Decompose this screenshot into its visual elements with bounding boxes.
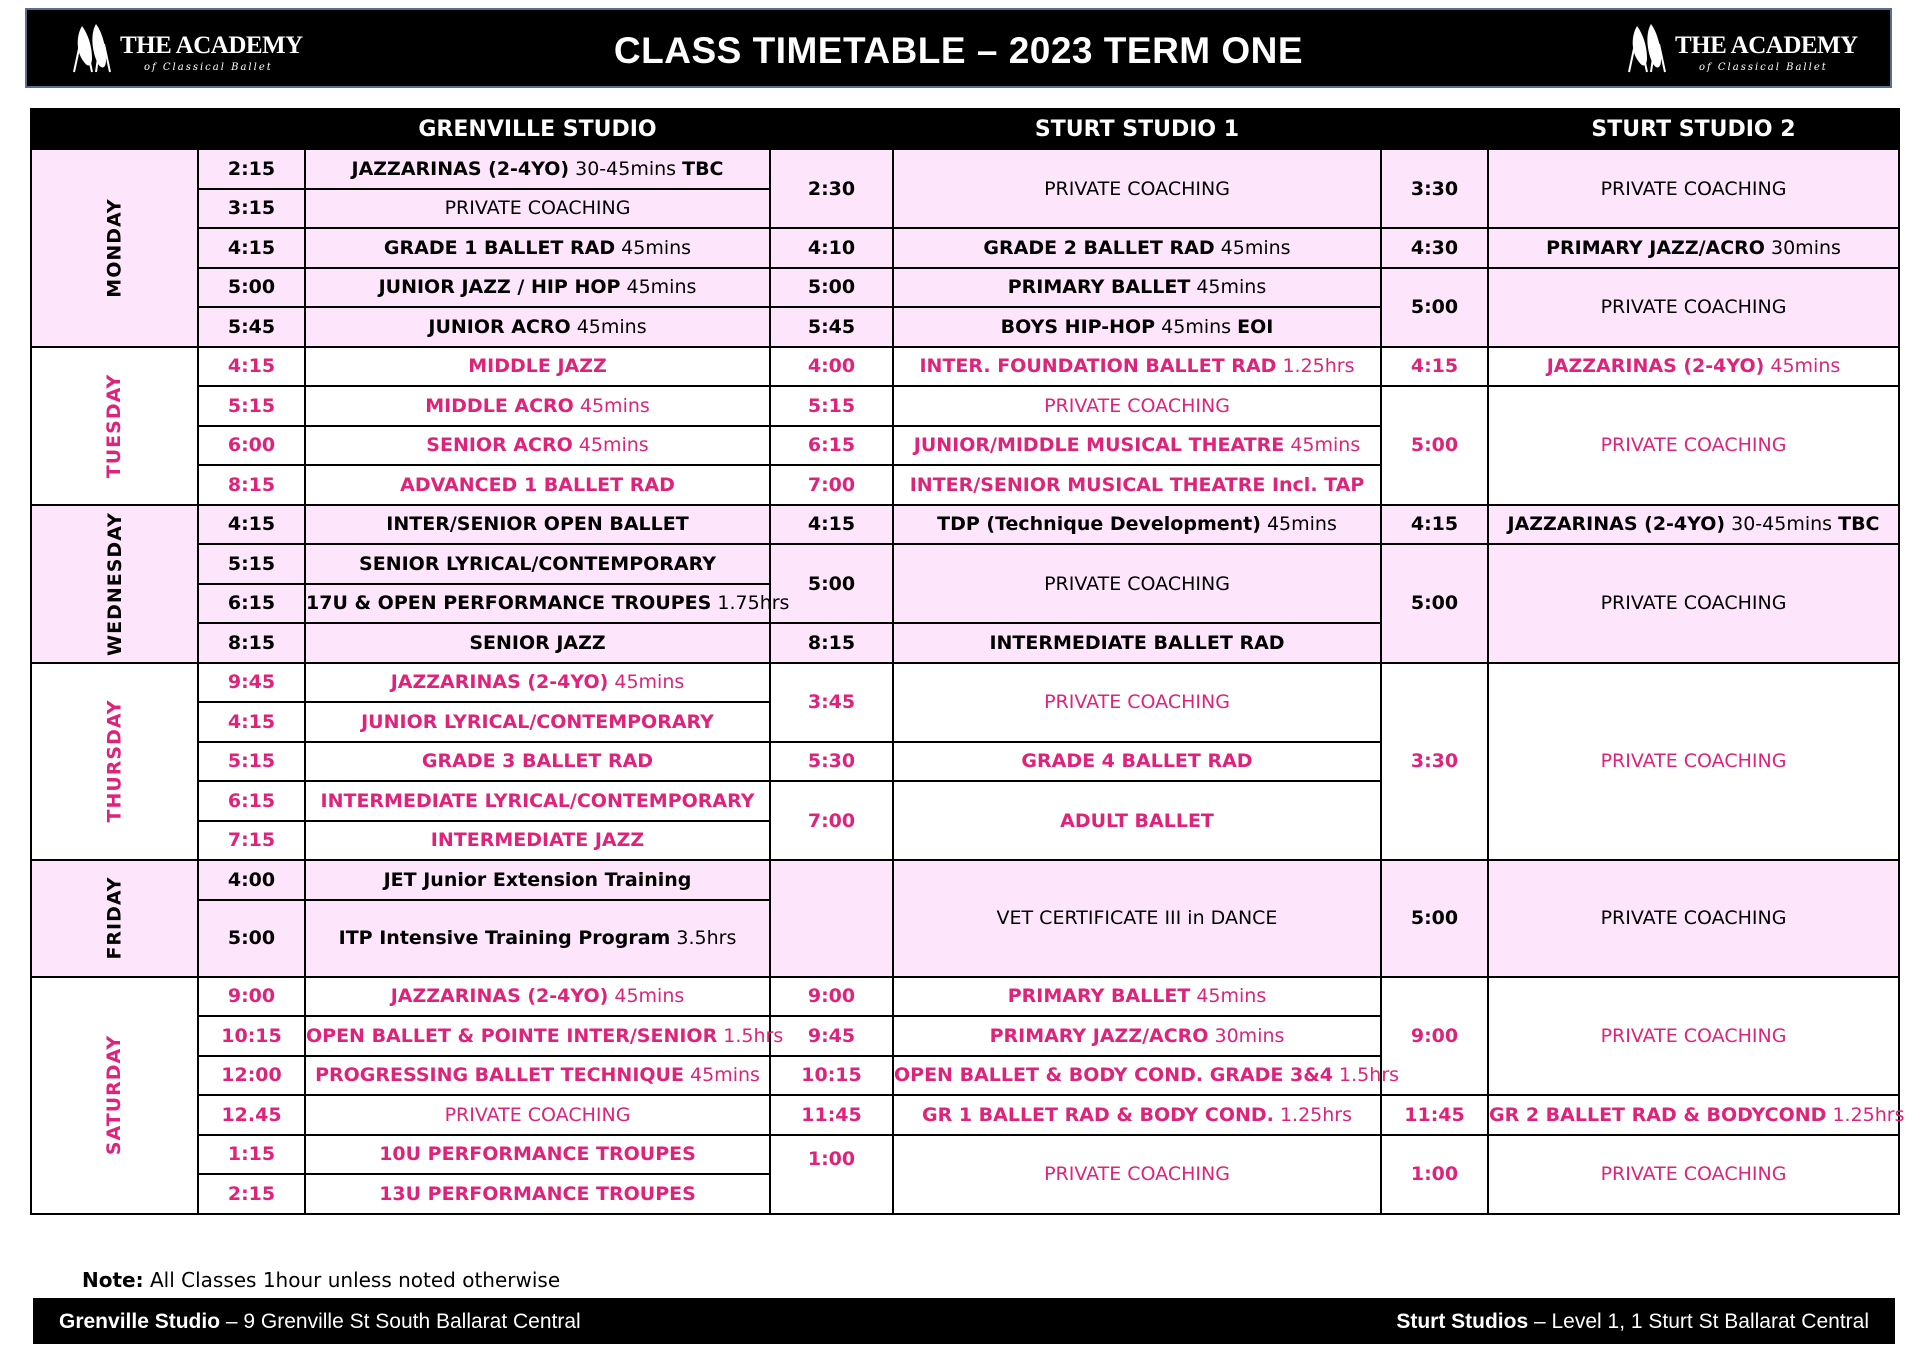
day-label-saturday: SATURDAY	[31, 977, 198, 1214]
time-cell: 5:00	[198, 268, 305, 308]
time-cell: 11:45	[1381, 1095, 1488, 1135]
class-cell: GRADE 3 BALLET RAD	[305, 742, 770, 782]
class-cell: PRIVATE COACHING	[893, 1135, 1381, 1214]
time-cell: 2:30	[770, 149, 893, 228]
class-cell: JUNIOR/MIDDLE MUSICAL THEATRE 45mins	[893, 426, 1381, 466]
footer-grenville-address: Grenville Studio – 9 Grenville St South Ballarat Central	[59, 1310, 581, 1333]
class-cell: INTER/SENIOR OPEN BALLET	[305, 505, 770, 545]
class-cell: INTERMEDIATE LYRICAL/CONTEMPORARY	[305, 781, 770, 821]
class-cell: PRIMARY BALLET 45mins	[893, 268, 1381, 308]
class-cell: BOYS HIP-HOP 45mins EOI	[893, 307, 1381, 347]
note-label: Note:	[82, 1268, 144, 1292]
time-cell: 9:00	[770, 977, 893, 1017]
class-cell: PRIVATE COACHING	[893, 386, 1381, 426]
class-cell: 17U & OPEN PERFORMANCE TROUPES 1.75hrs	[305, 584, 770, 624]
time-cell: 3:30	[1381, 663, 1488, 861]
time-cell: 4:30	[1381, 228, 1488, 268]
time-cell: 1:00	[770, 1135, 893, 1214]
class-cell: JAZZARINAS (2-4YO) 45mins	[305, 977, 770, 1017]
time-cell: 8:15	[198, 465, 305, 505]
day-label-monday: MONDAY	[31, 149, 198, 347]
class-cell: SENIOR ACRO 45mins	[305, 426, 770, 466]
class-cell: PRIVATE COACHING	[1488, 977, 1899, 1096]
time-cell: 4:10	[770, 228, 893, 268]
class-cell: PRIVATE COACHING	[1488, 860, 1899, 977]
thursday-row	[31, 663, 1899, 703]
class-cell: ADULT BALLET	[893, 781, 1381, 860]
time-cell: 4:00	[198, 860, 305, 900]
class-cell: INTER. FOUNDATION BALLET RAD 1.25hrs	[893, 347, 1381, 387]
time-cell: 4:15	[198, 702, 305, 742]
note-text: All Classes 1hour unless noted otherwise	[143, 1268, 561, 1292]
time-cell: 8:15	[770, 623, 893, 663]
time-cell: 6:15	[198, 584, 305, 624]
saturday-row	[31, 1135, 1899, 1175]
time-cell: 9:45	[198, 663, 305, 703]
saturday-row	[31, 1095, 1899, 1135]
class-cell: PRIVATE COACHING	[1488, 544, 1899, 663]
time-cell: 5:45	[198, 307, 305, 347]
day-label-friday: FRIDAY	[31, 860, 198, 977]
monday-row	[31, 228, 1899, 268]
tuesday-row	[31, 386, 1899, 426]
time-cell: 3:30	[1381, 149, 1488, 228]
class-cell: MIDDLE ACRO 45mins	[305, 386, 770, 426]
class-cell: ITP Intensive Training Program 3.5hrs	[305, 900, 770, 977]
time-cell: 5:15	[198, 386, 305, 426]
saturday-row	[31, 977, 1899, 1017]
class-cell: GRADE 1 BALLET RAD 45mins	[305, 228, 770, 268]
class-cell: PRIVATE COACHING	[1488, 268, 1899, 347]
footer-sturt-address: Sturt Studios – Level 1, 1 Sturt St Ballarat Central	[1396, 1310, 1869, 1333]
class-cell: JUNIOR ACRO 45mins	[305, 307, 770, 347]
time-cell: 4:15	[198, 347, 305, 387]
time-cell: 8:15	[198, 623, 305, 663]
time-cell: 12.45	[198, 1095, 305, 1135]
day-label-wednesday: WEDNESDAY	[31, 505, 198, 663]
time-cell: 10:15	[198, 1016, 305, 1056]
header-blank	[770, 109, 893, 149]
class-cell: PRIVATE COACHING	[893, 663, 1381, 742]
day-label-tuesday: TUESDAY	[31, 347, 198, 505]
logo-subtitle: of Classical Ballet	[144, 62, 273, 73]
class-cell: SENIOR JAZZ	[305, 623, 770, 663]
header-blank	[1381, 109, 1488, 149]
time-cell: 10:15	[770, 1056, 893, 1096]
monday-row	[31, 149, 1899, 189]
time-cell: 5:00	[770, 268, 893, 308]
title-banner	[25, 8, 1892, 88]
class-cell: JAZZARINAS (2-4YO) 30-45mins TBC	[305, 149, 770, 189]
class-cell: JAZZARINAS (2-4YO) 30-45mins TBC	[1488, 505, 1899, 545]
time-cell: 4:00	[770, 347, 893, 387]
time-cell: 5:30	[770, 742, 893, 782]
class-cell: JUNIOR LYRICAL/CONTEMPORARY	[305, 702, 770, 742]
time-cell: 11:45	[770, 1095, 893, 1135]
class-cell: PRIVATE COACHING	[305, 1095, 770, 1135]
tuesday-row	[31, 347, 1899, 387]
time-cell: 7:00	[770, 465, 893, 505]
class-cell: JAZZARINAS (2-4YO) 45mins	[305, 663, 770, 703]
time-cell: 5:00	[1381, 544, 1488, 663]
class-cell: ADVANCED 1 BALLET RAD	[305, 465, 770, 505]
time-cell: 4:15	[1381, 347, 1488, 387]
time-cell: 3:15	[198, 189, 305, 229]
time-cell: 2:15	[198, 1174, 305, 1214]
academy-logo-right	[1627, 20, 1877, 78]
class-cell: OPEN BALLET & BODY COND. GRADE 3&4 1.5hrs	[893, 1056, 1381, 1096]
class-cell: GR 1 BALLET RAD & BODY COND. 1.25hrs	[893, 1095, 1381, 1135]
class-cell: PROGRESSING BALLET TECHNIQUE 45mins	[305, 1056, 770, 1096]
class-cell: PRIVATE COACHING	[1488, 149, 1899, 228]
class-cell: GRADE 4 BALLET RAD	[893, 742, 1381, 782]
time-cell: 4:15	[198, 228, 305, 268]
class-cell: PRIVATE COACHING	[305, 189, 770, 229]
time-cell: 1:15	[198, 1135, 305, 1175]
header-blank	[31, 109, 198, 149]
time-cell: 9:45	[770, 1016, 893, 1056]
time-cell: 5:15	[198, 544, 305, 584]
class-cell: JAZZARINAS (2-4YO) 45mins	[1488, 347, 1899, 387]
class-cell: 10U PERFORMANCE TROUPES	[305, 1135, 770, 1175]
class-cell: PRIVATE COACHING	[893, 544, 1381, 623]
logo-title: THE ACADEMY	[1675, 32, 1858, 59]
header-blank	[198, 109, 305, 149]
wednesday-row	[31, 505, 1899, 545]
ballet-shoes-icon	[1627, 22, 1671, 74]
class-cell: INTER/SENIOR MUSICAL THEATRE Incl. TAP	[893, 465, 1381, 505]
class-cell: PRIMARY JAZZ/ACRO 30mins	[893, 1016, 1381, 1056]
logo-subtitle: of Classical Ballet	[1699, 62, 1828, 73]
class-cell: PRIVATE COACHING	[1488, 1135, 1899, 1214]
class-cell: INTERMEDIATE BALLET RAD	[893, 623, 1381, 663]
note	[82, 1268, 560, 1292]
time-cell: 6:15	[770, 426, 893, 466]
monday-row	[31, 268, 1899, 308]
timetable	[30, 108, 1905, 1215]
class-cell: OPEN BALLET & POINTE INTER/SENIOR 1.5hrs	[305, 1016, 770, 1056]
time-cell: 5:00	[1381, 268, 1488, 347]
time-cell: 6:00	[198, 426, 305, 466]
class-cell: TDP (Technique Development) 45mins	[893, 505, 1381, 545]
footer-bar	[33, 1298, 1895, 1344]
class-cell: MIDDLE JAZZ	[305, 347, 770, 387]
studio-header-sturt-2: STURT STUDIO 2	[1488, 109, 1899, 149]
class-cell: VET CERTIFICATE III in DANCE	[893, 860, 1381, 977]
time-cell: 1:00	[1381, 1135, 1488, 1214]
class-cell: JUNIOR JAZZ / HIP HOP 45mins	[305, 268, 770, 308]
class-cell: INTERMEDIATE JAZZ	[305, 821, 770, 861]
class-cell: SENIOR LYRICAL/CONTEMPORARY	[305, 544, 770, 584]
class-cell: PRIMARY JAZZ/ACRO 30mins	[1488, 228, 1899, 268]
friday-row	[31, 860, 1899, 900]
time-cell: 5:00	[770, 544, 893, 623]
studio-header-sturt-1: STURT STUDIO 1	[893, 109, 1381, 149]
time-cell: 4:15	[1381, 505, 1488, 545]
class-cell: PRIVATE COACHING	[1488, 386, 1899, 505]
time-cell: 5:00	[198, 900, 305, 977]
time-cell: 5:00	[1381, 860, 1488, 977]
logo-title: THE ACADEMY	[120, 32, 303, 59]
page-title: CLASS TIMETABLE – 2023 TERM ONE	[613, 30, 1304, 71]
class-cell: GR 2 BALLET RAD & BODYCOND 1.25hrs	[1488, 1095, 1899, 1135]
time-cell: 2:15	[198, 149, 305, 189]
class-cell: GRADE 2 BALLET RAD 45mins	[893, 228, 1381, 268]
time-cell: 3:45	[770, 663, 893, 742]
time-cell: 7:15	[198, 821, 305, 861]
time-cell: 9:00	[198, 977, 305, 1017]
time-cell: 5:00	[1381, 386, 1488, 505]
time-cell: 9:00	[1381, 977, 1488, 1096]
time-cell: 12:00	[198, 1056, 305, 1096]
time-cell: 5:15	[770, 386, 893, 426]
wednesday-row	[31, 544, 1899, 584]
time-cell: 7:00	[770, 781, 893, 860]
class-cell: PRIVATE COACHING	[893, 149, 1381, 228]
studio-header-grenville: GRENVILLE STUDIO	[305, 109, 770, 149]
time-cell: 5:15	[198, 742, 305, 782]
time-cell: 4:15	[198, 505, 305, 545]
class-cell: 13U PERFORMANCE TROUPES	[305, 1174, 770, 1214]
class-cell: PRIVATE COACHING	[1488, 663, 1899, 861]
time-cell: 5:45	[770, 307, 893, 347]
day-label-thursday: THURSDAY	[31, 663, 198, 861]
class-cell: PRIMARY BALLET 45mins	[893, 977, 1381, 1017]
time-cell	[770, 860, 893, 977]
class-cell: JET Junior Extension Training	[305, 860, 770, 900]
time-cell: 4:15	[770, 505, 893, 545]
studio-header-row	[31, 109, 1899, 149]
time-cell: 6:15	[198, 781, 305, 821]
